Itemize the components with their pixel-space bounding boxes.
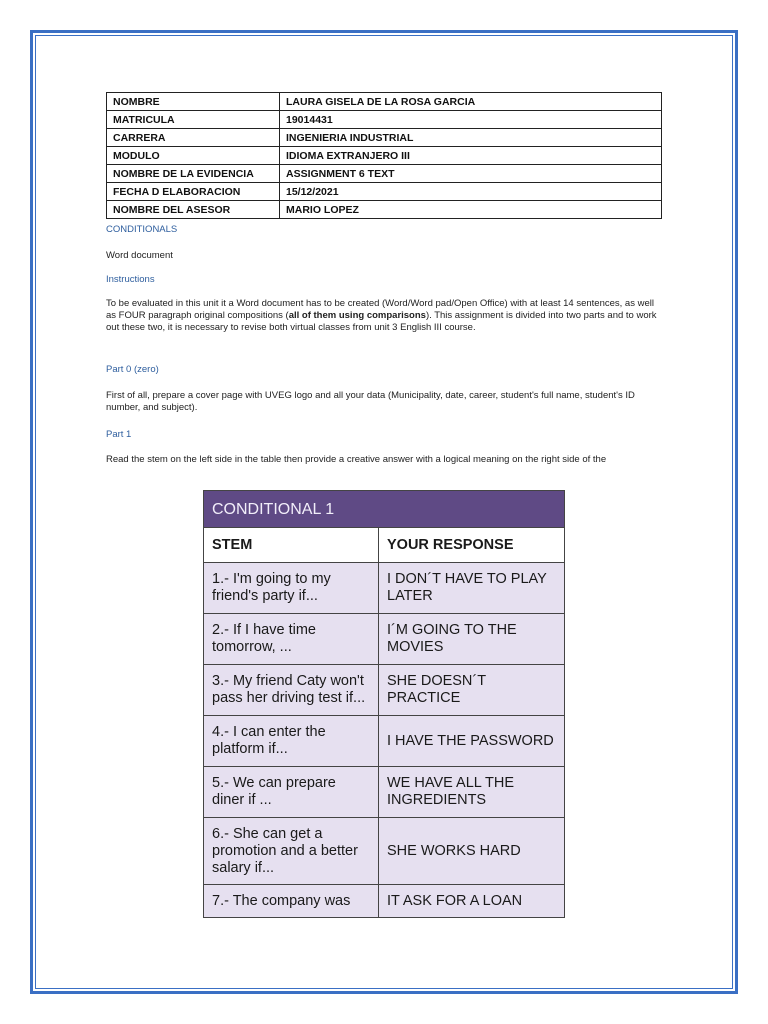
- word-document-label: Word document: [106, 250, 173, 261]
- column-header-stem: STEM: [204, 528, 379, 563]
- stem-cell: 6.- She can get a promotion and a better salary if...: [204, 818, 379, 885]
- info-value: 19014431: [280, 111, 662, 129]
- table-row: [204, 563, 565, 614]
- response-cell: WE HAVE ALL THE INGREDIENTS: [379, 767, 565, 818]
- stem-cell: 2.- If I have time tomorrow, ...: [204, 614, 379, 665]
- table-row: [107, 111, 662, 129]
- info-label: MATRICULA: [107, 111, 280, 129]
- info-label: NOMBRE: [107, 93, 280, 111]
- table-row: [204, 614, 565, 665]
- table-row: [107, 183, 662, 201]
- table-row: [107, 129, 662, 147]
- instructions-paragraph: [106, 298, 666, 334]
- part0-heading: Part 0 (zero): [106, 364, 159, 375]
- instructions-text-bold: all of them using comparisons: [288, 310, 426, 321]
- column-header-response: YOUR RESPONSE: [379, 528, 565, 563]
- instructions-text-start: To be evaluated in this unit it a Word document has to be created (Word/Word pad/Open Office) with at least 14 sentences, as well as FOUR paragraph original compositions (: [106, 298, 654, 321]
- table-header-row: [204, 528, 565, 563]
- table-row: [107, 147, 662, 165]
- response-cell: I´M GOING TO THE MOVIES: [379, 614, 565, 665]
- table-row: [204, 716, 565, 767]
- part0-paragraph: First of all, prepare a cover page with UVEG logo and all your data (Municipality, date, career, student's full name, student's ID number, and subject).: [106, 390, 635, 413]
- stem-cell: 5.- We can prepare diner if ...: [204, 767, 379, 818]
- info-label: MODULO: [107, 147, 280, 165]
- info-label: CARRERA: [107, 129, 280, 147]
- info-value: 15/12/2021: [280, 183, 662, 201]
- info-value: IDIOMA EXTRANJERO III: [280, 147, 662, 165]
- info-value: LAURA GISELA DE LA ROSA GARCIA: [280, 93, 662, 111]
- conditionals-heading: CONDITIONALS: [106, 224, 178, 235]
- info-value: INGENIERIA INDUSTRIAL: [280, 129, 662, 147]
- stem-cell: 1.- I'm going to my friend's party if...: [204, 563, 379, 614]
- conditional-table: [203, 490, 565, 918]
- table-row: [204, 885, 565, 918]
- info-label: NOMBRE DEL ASESOR: [107, 201, 280, 219]
- student-info-table: [106, 92, 662, 219]
- table-row: [107, 93, 662, 111]
- stem-cell: 3.- My friend Caty won't pass her driving test if...: [204, 665, 379, 716]
- instructions-text-end: ). This assignment is divided into two parts and to work out these two, it is necessary to revise both virtual classes from unit 3 English III course.: [106, 310, 657, 333]
- response-cell: SHE WORKS HARD: [379, 818, 565, 885]
- stem-cell: 7.- The company was: [204, 885, 379, 918]
- part1-heading: Part 1: [106, 429, 132, 440]
- response-cell: I HAVE THE PASSWORD: [379, 716, 565, 767]
- part1-paragraph: Read the stem on the left side in the table then provide a creative answer with a logical meaning on the right side of the: [106, 454, 607, 465]
- table-row: [107, 201, 662, 219]
- info-label: FECHA D ELABORACION: [107, 183, 280, 201]
- response-cell: SHE DOESN´T PRACTICE: [379, 665, 565, 716]
- table-row: [204, 818, 565, 885]
- info-value: ASSIGNMENT 6 TEXT: [280, 165, 662, 183]
- table-row: [107, 165, 662, 183]
- info-value: MARIO LOPEZ: [280, 201, 662, 219]
- table-title: CONDITIONAL 1: [204, 491, 565, 528]
- table-row: [204, 665, 565, 716]
- info-label: NOMBRE DE LA EVIDENCIA: [107, 165, 280, 183]
- table-row: [204, 767, 565, 818]
- response-cell: I DON´T HAVE TO PLAY LATER: [379, 563, 565, 614]
- table-title-row: [204, 491, 565, 528]
- stem-cell: 4.- I can enter the platform if...: [204, 716, 379, 767]
- response-cell: IT ASK FOR A LOAN: [379, 885, 565, 918]
- instructions-heading: Instructions: [106, 274, 155, 285]
